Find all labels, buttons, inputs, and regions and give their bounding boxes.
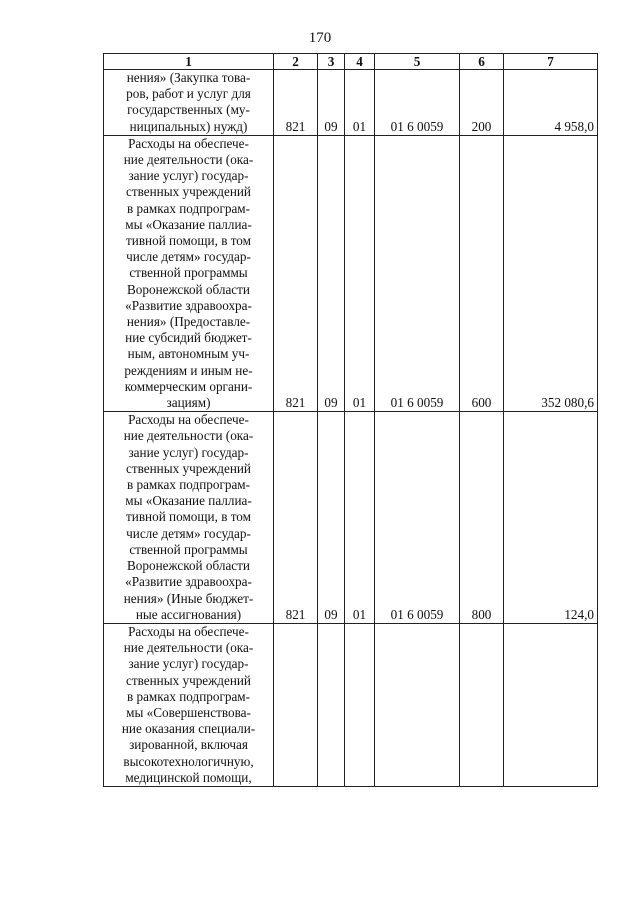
amount-cell: 352 080,6: [504, 135, 598, 411]
description-line: ние деятельности (ока-: [123, 640, 254, 656]
description-line: высокотехнологичную,: [123, 753, 254, 769]
description-line: ственных учреждений: [125, 184, 251, 200]
description-line: зированной, включая: [129, 737, 248, 753]
section-code-cell: 09: [318, 412, 345, 624]
description-line: Воронежской области: [127, 558, 250, 574]
header-col-2: 2: [274, 54, 318, 70]
amount-cell: 124,0: [504, 412, 598, 624]
subsection-code-cell: [345, 623, 375, 786]
description-line: «Развитие здравоохра-: [125, 574, 252, 590]
subsection-code-cell: 01: [345, 70, 375, 136]
header-col-7: 7: [504, 54, 598, 70]
row-description: [104, 623, 274, 786]
description-line: мы «Оказание паллиа-: [125, 493, 252, 509]
row-description: [104, 412, 274, 624]
description-line: нения» (Иные бюджет-: [123, 590, 254, 606]
header-col-4: 4: [345, 54, 375, 70]
target-article-cell: 01 6 0059: [375, 135, 460, 411]
table-row: [104, 412, 598, 624]
description-line: медицинской помощи,: [125, 769, 252, 785]
description-line: зание услуг) государ-: [128, 656, 249, 672]
description-line: нения» (Закупка това-: [126, 70, 251, 85]
description-line: ров, работ и услуг для: [126, 86, 251, 102]
subsection-code-cell: 01: [345, 135, 375, 411]
description-line: ственной программы: [129, 265, 248, 281]
description-line: ственных учреждений: [125, 672, 251, 688]
header-col-5: 5: [375, 54, 460, 70]
description-line: ние субсидий бюджет-: [125, 330, 252, 346]
description-line: числе детям» государ-: [126, 249, 251, 265]
description-line: ние оказания специали-: [121, 721, 256, 737]
description-line: ние деятельности (ока-: [123, 152, 254, 168]
section-code-cell: [318, 623, 345, 786]
header-col-3: 3: [318, 54, 345, 70]
table-row: [104, 70, 598, 136]
description-line: тивной помощи, в том: [126, 233, 251, 249]
table-row: [104, 623, 598, 786]
description-line: мы «Оказание паллиа-: [125, 216, 252, 232]
header-col-6: 6: [460, 54, 504, 70]
description-line: тивной помощи, в том: [126, 509, 251, 525]
description-line: Расходы на обеспече-: [128, 412, 249, 428]
budget-table: [103, 53, 598, 787]
description-line: ственных учреждений: [125, 460, 251, 476]
description-line: в рамках подпрограм-: [126, 200, 251, 216]
description-line: в рамках подпрограм-: [126, 688, 251, 704]
description-line: зание услуг) государ-: [128, 168, 249, 184]
description-line: ным, автономным уч-: [127, 346, 250, 362]
description-line: Воронежской области: [127, 281, 250, 297]
target-article-cell: [375, 623, 460, 786]
description-line: ные ассигнования): [135, 606, 242, 622]
table-header-row: [104, 54, 598, 70]
section-code-cell: 09: [318, 135, 345, 411]
description-line: ственной программы: [129, 541, 248, 557]
description-line: государственных (му-: [127, 102, 250, 118]
section-code-cell: 09: [318, 70, 345, 136]
header-col-1: 1: [104, 54, 274, 70]
row-description: [104, 135, 274, 411]
expense-type-cell: 800: [460, 412, 504, 624]
description-line: коммерческим органи-: [124, 378, 253, 394]
description-line: ниципальных) нужд): [129, 118, 248, 134]
target-article-cell: 01 6 0059: [375, 70, 460, 136]
admin-code-cell: 821: [274, 412, 318, 624]
expense-type-cell: [460, 623, 504, 786]
description-line: зание услуг) государ-: [128, 444, 249, 460]
target-article-cell: 01 6 0059: [375, 412, 460, 624]
admin-code-cell: 821: [274, 135, 318, 411]
expense-type-cell: 200: [460, 70, 504, 136]
row-description: [104, 70, 274, 136]
description-line: в рамках подпрограм-: [126, 477, 251, 493]
expense-type-cell: 600: [460, 135, 504, 411]
description-line: нения» (Предоставле-: [126, 314, 251, 330]
table-row: [104, 135, 598, 411]
admin-code-cell: 821: [274, 70, 318, 136]
description-line: Расходы на обеспече-: [128, 135, 249, 151]
description-line: ние деятельности (ока-: [123, 428, 254, 444]
description-line: «Развитие здравоохра-: [125, 297, 252, 313]
description-line: реждениям и иным не-: [124, 362, 253, 378]
amount-cell: [504, 623, 598, 786]
subsection-code-cell: 01: [345, 412, 375, 624]
page-number: 170: [308, 30, 332, 46]
description-line: зациям): [166, 395, 211, 411]
description-line: мы «Совершенствова-: [126, 704, 251, 720]
admin-code-cell: [274, 623, 318, 786]
description-line: Расходы на обеспече-: [128, 623, 249, 639]
amount-cell: 4 958,0: [504, 70, 598, 136]
description-line: числе детям» государ-: [126, 525, 251, 541]
